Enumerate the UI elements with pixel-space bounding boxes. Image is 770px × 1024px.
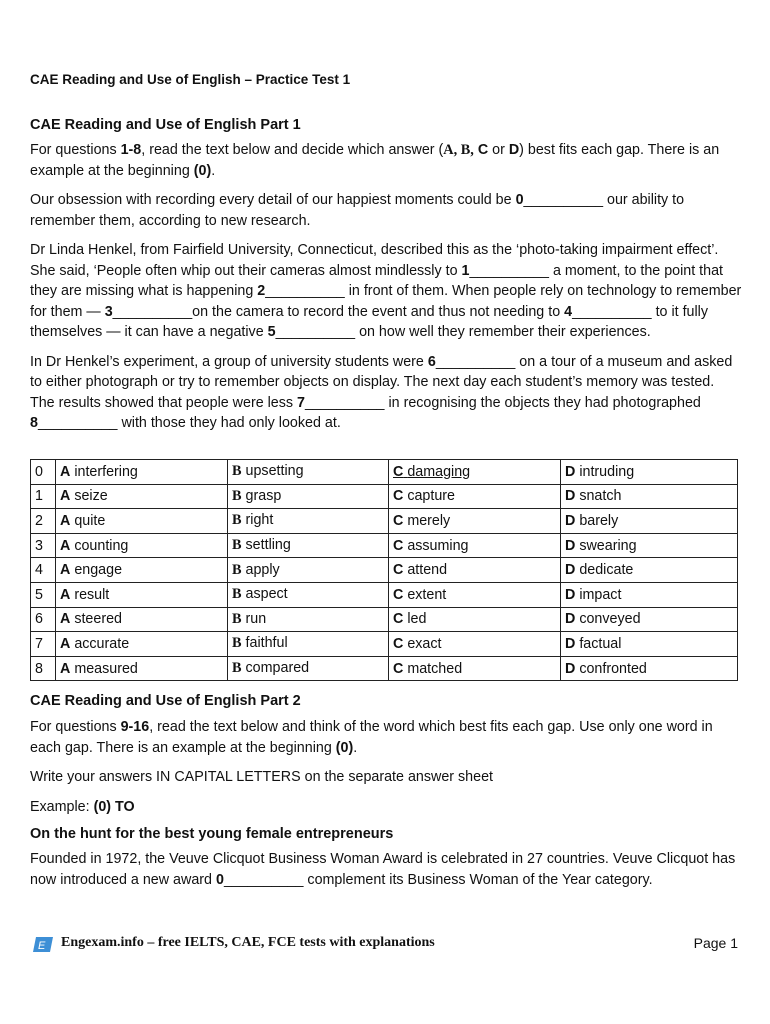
footer-site-text: Engexam.info – free IELTS, CAE, FCE tests with explanations bbox=[61, 935, 435, 950]
option-letter: D bbox=[565, 611, 576, 628]
option-word: quite bbox=[74, 512, 106, 529]
option-letter: A bbox=[60, 488, 71, 505]
option-word: extent bbox=[407, 586, 447, 603]
options-row bbox=[31, 533, 738, 558]
option-a bbox=[56, 460, 228, 485]
option-letter: B bbox=[232, 635, 242, 652]
option-letter: A bbox=[60, 537, 71, 554]
part2-caps-instruction: Write your answers IN CAPITAL LETTERS on the separate answer sheet bbox=[30, 769, 493, 785]
option-letter: C bbox=[393, 537, 404, 554]
option-letter: A bbox=[60, 611, 71, 628]
part1-paragraph-3: In Dr Henkel’s experiment, a group of university students were 6__________ on a tour of a museum and asked to either photograph or try to remember objects on display. The next day each student’s memory was tested. The results showed that people were less 7__________ in recognising the objects they had photographed 8__________ with those they had only looked at. bbox=[30, 353, 733, 431]
option-b bbox=[228, 509, 389, 534]
option-a bbox=[56, 533, 228, 558]
option-c bbox=[389, 632, 561, 657]
option-c bbox=[389, 509, 561, 534]
option-b bbox=[228, 607, 389, 632]
option-letter: C bbox=[393, 586, 404, 603]
options-row bbox=[31, 607, 738, 632]
option-d bbox=[561, 460, 738, 485]
option-a bbox=[56, 582, 228, 607]
question-number: 1 bbox=[31, 484, 56, 509]
options-row bbox=[31, 656, 738, 681]
option-letter: D bbox=[565, 512, 576, 529]
option-letter: B bbox=[232, 463, 242, 480]
option-d bbox=[561, 632, 738, 657]
part2-heading: CAE Reading and Use of English Part 2 bbox=[30, 693, 301, 709]
engexam-logo-icon bbox=[33, 937, 53, 952]
options-table bbox=[30, 459, 738, 681]
option-letter: B bbox=[232, 561, 242, 578]
option-word: run bbox=[245, 610, 267, 627]
option-a bbox=[56, 484, 228, 509]
option-word: intruding bbox=[579, 463, 635, 480]
question-number: 8 bbox=[31, 656, 56, 681]
part2-paragraph-1: Founded in 1972, the Veuve Clicquot Business Woman Award is celebrated in 27 countries. Veuve Clicquot has now introduced a new award 0__________ complement its Business Woman of the Year category. bbox=[30, 851, 736, 888]
part1-paragraph-2: Dr Linda Henkel, from Fairfield University, Connecticut, described this as the ‘photo-taking impairment effect’. She said, ‘People often whip out their cameras almost mindlessly to 1__________ a moment, to the point that they are missing what is happening 2__________ in front of them. When people rely on technology to remember for them — 3__________on the camera to record the event and thus not needing to 4__________ to it fully themselves — it can have a negative 5__________ on how well they remember their experiences. bbox=[30, 242, 742, 340]
option-letter: D bbox=[565, 463, 576, 480]
option-word: barely bbox=[579, 512, 619, 529]
svg-text:E: E bbox=[38, 940, 46, 952]
option-word: capture bbox=[407, 488, 455, 505]
option-word: apply bbox=[245, 561, 280, 578]
option-c bbox=[389, 460, 561, 485]
document-title: CAE Reading and Use of English – Practice Test 1 bbox=[30, 72, 351, 87]
option-word: matched bbox=[407, 660, 463, 677]
option-letter: B bbox=[232, 512, 242, 529]
option-c bbox=[389, 558, 561, 583]
option-letter: B bbox=[232, 487, 242, 504]
option-word: measured bbox=[74, 660, 138, 677]
option-word: seize bbox=[74, 488, 108, 505]
option-d bbox=[561, 607, 738, 632]
option-a bbox=[56, 656, 228, 681]
question-number: 5 bbox=[31, 582, 56, 607]
part2-instructions: For questions 9-16, read the text below and think of the word which best fits each gap. Use only one word in each gap. There is an example at the beginning (0). bbox=[30, 719, 713, 756]
option-b bbox=[228, 632, 389, 657]
option-word: counting bbox=[74, 537, 129, 554]
question-number: 2 bbox=[31, 509, 56, 534]
option-a bbox=[56, 607, 228, 632]
option-letter: A bbox=[60, 562, 71, 579]
part2-example: Example: (0) TO bbox=[30, 798, 135, 815]
question-number: 4 bbox=[31, 558, 56, 583]
option-letter: D bbox=[565, 562, 576, 579]
option-c bbox=[389, 533, 561, 558]
option-c bbox=[389, 607, 561, 632]
option-word: confronted bbox=[579, 660, 647, 677]
option-word: faithful bbox=[245, 635, 288, 652]
option-letter: C bbox=[393, 512, 404, 529]
option-letter: A bbox=[60, 463, 71, 480]
option-c bbox=[389, 656, 561, 681]
option-word: impact bbox=[579, 586, 622, 603]
option-letter: D bbox=[565, 488, 576, 505]
option-letter: A bbox=[60, 635, 71, 652]
option-word: steered bbox=[74, 611, 122, 628]
question-number: 6 bbox=[31, 607, 56, 632]
option-c bbox=[389, 582, 561, 607]
option-word: snatch bbox=[579, 488, 622, 505]
option-b bbox=[228, 533, 389, 558]
option-word: upsetting bbox=[245, 463, 304, 480]
options-row bbox=[31, 509, 738, 534]
option-word: assuming bbox=[407, 537, 469, 554]
options-row bbox=[31, 484, 738, 509]
option-letter: B bbox=[232, 537, 242, 554]
option-d bbox=[561, 656, 738, 681]
option-word: settling bbox=[245, 537, 291, 554]
option-word: grasp bbox=[245, 487, 282, 504]
question-number: 7 bbox=[31, 632, 56, 657]
option-word: conveyed bbox=[579, 611, 641, 628]
option-b bbox=[228, 582, 389, 607]
part1-section bbox=[30, 117, 742, 443]
options-row bbox=[31, 558, 738, 583]
option-d bbox=[561, 558, 738, 583]
option-word: attend bbox=[407, 562, 448, 579]
part2-section bbox=[30, 693, 742, 899]
option-word: result bbox=[74, 586, 110, 603]
option-a bbox=[56, 558, 228, 583]
part2-text-title: On the hunt for the best young female entrepreneurs bbox=[30, 826, 394, 842]
option-d bbox=[561, 582, 738, 607]
option-word: accurate bbox=[74, 635, 130, 652]
option-letter: D bbox=[565, 660, 576, 677]
option-word: factual bbox=[579, 635, 622, 652]
option-d bbox=[561, 484, 738, 509]
options-row bbox=[31, 460, 738, 485]
page-number: Page 1 bbox=[693, 935, 738, 951]
option-d bbox=[561, 533, 738, 558]
option-letter: C bbox=[393, 635, 404, 652]
part1-paragraph-1: Our obsession with recording every detail of our happiest moments could be 0__________ our ability to remember them, according to new research. bbox=[30, 192, 685, 229]
option-word: interfering bbox=[74, 463, 138, 480]
option-letter: A bbox=[60, 586, 71, 603]
option-letter: A bbox=[60, 512, 71, 529]
option-d bbox=[561, 509, 738, 534]
option-word: right bbox=[245, 512, 274, 529]
option-letter: C bbox=[393, 463, 404, 480]
option-letter: D bbox=[565, 537, 576, 554]
options-row bbox=[31, 632, 738, 657]
option-word: engage bbox=[74, 562, 123, 579]
option-a bbox=[56, 509, 228, 534]
option-letter: D bbox=[565, 635, 576, 652]
option-word: exact bbox=[407, 635, 442, 652]
part1-heading: CAE Reading and Use of English Part 1 bbox=[30, 117, 301, 133]
option-word: led bbox=[407, 611, 427, 628]
option-letter: B bbox=[232, 610, 242, 627]
option-b bbox=[228, 558, 389, 583]
option-word: swearing bbox=[579, 537, 637, 554]
option-b bbox=[228, 484, 389, 509]
option-b bbox=[228, 460, 389, 485]
option-letter: C bbox=[393, 611, 404, 628]
option-a bbox=[56, 632, 228, 657]
option-c bbox=[389, 484, 561, 509]
option-letter: D bbox=[565, 586, 576, 603]
option-word: aspect bbox=[245, 586, 288, 603]
option-word: dedicate bbox=[579, 562, 634, 579]
option-letter: A bbox=[60, 660, 71, 677]
question-number: 3 bbox=[31, 533, 56, 558]
option-letter: B bbox=[232, 660, 242, 677]
options-row bbox=[31, 582, 738, 607]
option-letter: B bbox=[232, 586, 242, 603]
option-word: damaging bbox=[407, 463, 471, 480]
option-letter: C bbox=[393, 488, 404, 505]
part1-instructions: For questions 1-8, read the text below and decide which answer (A, B, C or D) best fits each gap. There is an example at the beginning (0). bbox=[30, 142, 720, 179]
option-letter: C bbox=[393, 562, 404, 579]
option-b bbox=[228, 656, 389, 681]
option-letter: C bbox=[393, 660, 404, 677]
question-number: 0 bbox=[31, 460, 56, 485]
option-word: merely bbox=[407, 512, 451, 529]
option-word: compared bbox=[245, 660, 310, 677]
page-footer bbox=[30, 935, 740, 955]
